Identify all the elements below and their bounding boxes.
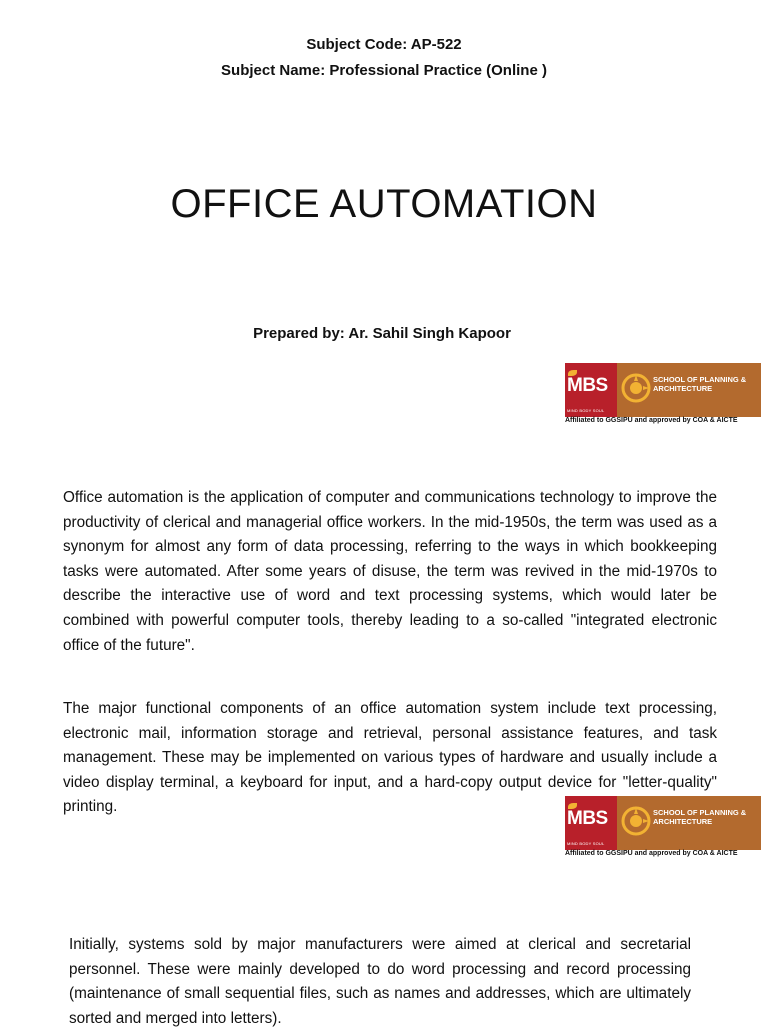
affiliation-note: Affiliated to GGSIPU and approved by COA & AICTE (565, 850, 738, 857)
mbs-wordmark: MBS (567, 375, 608, 396)
school-name-block (617, 796, 761, 850)
affiliation-note: Affiliated to GGSIPU and approved by COA & AICTE (565, 417, 738, 424)
sun-emblem-icon (621, 373, 651, 403)
prepared-by: Prepared by: Ar. Sahil Singh Kapoor (253, 325, 511, 342)
page-title: OFFICE AUTOMATION (170, 182, 598, 226)
school-name: SCHOOL OF PLANNING & ARCHITECTURE (653, 375, 747, 393)
paragraph-components: The major functional components of an office automation system include text processing, electronic mail, information storage and retrieval, personal assistance features, and task management. These may be implemented on various types of hardware and usually include a video display terminal, a keyboard for input, and a hard-copy output device for "letter-quality" printing. (63, 700, 717, 816)
paragraph-intro: Office automation is the application of computer and communications technology to improve the productivity of clerical and managerial office workers. In the mid-1950s, the term was used as a synonym for almost any form of data processing, referring to the ways in which bookkeeping tasks were automated. After some years of disuse, the term was revived in the mid-1970s to describe the interactive use of word and text processing systems, which would later be combined with powerful computer tools, thereby leading to a so-called "integrated electronic office of the future". (63, 489, 717, 654)
mbs-wordmark: MBS (567, 808, 608, 829)
mbs-logo-block (565, 796, 617, 850)
mbs-logo-block (565, 363, 617, 417)
school-logo (565, 796, 761, 850)
school-name: SCHOOL OF PLANNING & ARCHITECTURE (653, 808, 747, 826)
subject-name: Subject Name: Professional Practice (Online ) (221, 62, 547, 79)
school-name-block (617, 363, 761, 417)
sun-emblem-icon (621, 806, 651, 836)
paragraph-history: Initially, systems sold by major manufacturers were aimed at clerical and secretarial personnel. These were mainly developed to do word processing and record processing (maintenance of small sequential files, such as names and addresses, which are ultimately sorted and merged into letters). (69, 936, 691, 1027)
mbs-tagline: MIND BODY SOUL (567, 408, 605, 413)
school-logo (565, 363, 761, 417)
mbs-tagline: MIND BODY SOUL (567, 841, 605, 846)
subject-code: Subject Code: AP-522 (306, 36, 462, 53)
